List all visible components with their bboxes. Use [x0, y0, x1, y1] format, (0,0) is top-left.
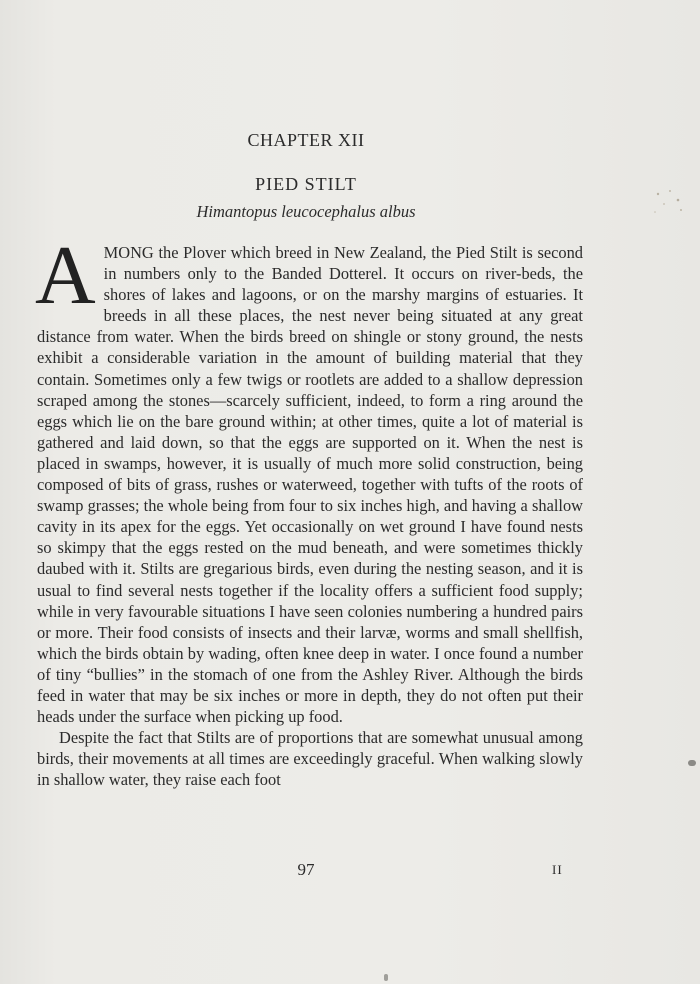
page-edge-mark	[688, 760, 696, 766]
signature-mark: II	[552, 862, 563, 877]
body-text	[35, 229, 583, 790]
paragraph-2: Despite the fact that Stilts are of proportions that are somewhat unusual among birds, their movements at all times are exceedingly graceful. When walking slowly in shallow water, they raise each foot	[37, 728, 583, 790]
paper-specks	[650, 186, 686, 220]
paragraph-1-text: MONG the Plover which breed in New Zealand, the Pied Stilt is second in numbers only to the Banded Dotterel. It occurs on river-beds, the shores of lakes and lagoons, or on the marshy margins of estuaries. It breeds in all these places, the nest never being situated at any great distance from water. When the birds breed on shingle or stony ground, the nests exhibit a considerable variation in the amount of building material that they contain. Sometimes only a few twigs or rootlets are added to a shallow depression scraped among the stones—scarcely sufficient, indeed, to form a ring around the eggs which lie on the bare ground within; at other times, quite a lot of material is gathered and laid down, so that the eggs are supported on it. When the nest is placed in swamps, however, it is usually of much more solid construction, being composed of bits of grass, rushes or waterweed, together with tufts of the roots of swamp grasses; the whole being from four to six inches high, and having a shallow cavity in its apex for the eggs. Yet occasionally on wet ground I have found nests so skimpy that the eggs rested on the mud beneath, and were sometimes thickly daubed with it. Stilts are gregarious birds, even during the nesting season, and it is usual to find several nests together if the locality offers a sufficient food supply; while in very favourable situations I have seen colonies numbering a hundred pairs or more. Their food consists of insects and their larvæ, worms and small shellfish, which the birds obtain by wading, often knee deep in water. I once found a number of tiny “bullies” in the stomach of one from the Ashley River. Although the birds feed in water that may be six inches or more in depth, they do not often put their heads under the surface when picking up food.	[37, 243, 583, 727]
paragraph-1	[35, 229, 583, 727]
drop-cap: A	[35, 229, 96, 322]
page-number: 97	[297, 860, 315, 879]
page-bottom-mark	[384, 974, 388, 981]
chapter-number: CHAPTER XII	[247, 130, 365, 150]
chapter-title: PIED STILT	[255, 174, 357, 194]
species-name: Himantopus leucocephalus albus	[196, 202, 416, 221]
